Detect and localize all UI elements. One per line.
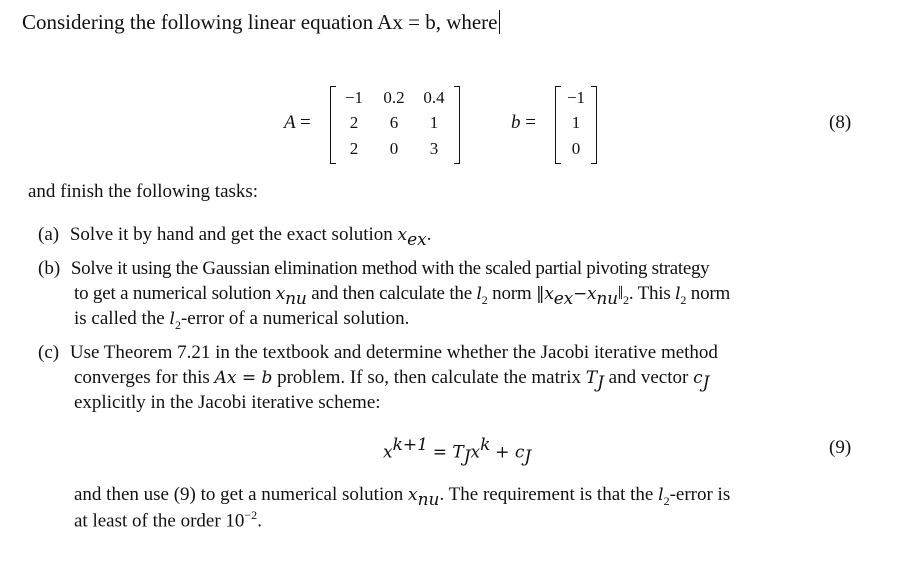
- task-c-after-line2: at least of the order $10^{-2}$.: [74, 508, 262, 532]
- equation-number-8: (8): [829, 112, 852, 133]
- task-b-line3: is called the $l_2$-error of a numerical solution.: [74, 308, 410, 332]
- vector-b-label: b =: [511, 112, 536, 133]
- vector-cell: 1: [571, 113, 581, 132]
- matrix-cell: 2: [349, 113, 359, 132]
- vector-b: [555, 86, 597, 164]
- task-marker: (a): [38, 224, 60, 245]
- text-cursor: [499, 10, 500, 34]
- matrix-cell: 6: [389, 113, 399, 132]
- matrix-cell: 2: [349, 139, 359, 158]
- matrix-a: [330, 86, 460, 164]
- equation-9: $x^{k+1} = T_Jx^k + c_J$: [383, 435, 532, 468]
- task-b: (b) Solve it using the Gaussian elimination method with the scaled partial pivoting strategy: [38, 258, 710, 279]
- task-marker: (c): [38, 342, 60, 363]
- problem-title: Considering the following linear equation Ax = b, where: [22, 10, 498, 34]
- matrix-cell: −1: [344, 88, 364, 107]
- task-c-line3: explicitly in the Jacobi iterative scheme:: [74, 392, 381, 413]
- matrix-a-label: A =: [284, 112, 311, 133]
- task-b-line2: to get a numerical solution $x_{nu}$ and then calculate the $l_2$ norm $‖x_{ex}-x_{nu}‖_2$. This $l_2$ norm: [74, 283, 731, 309]
- matrix-cell: 0.2: [383, 88, 405, 107]
- task-c-after-line1: and then use (9) to get a numerical solution $x_{nu}$. The requirement is that the $l_2$-error is: [74, 484, 731, 510]
- equation-8: [0, 86, 903, 164]
- matrix-cell: 1: [429, 113, 439, 132]
- vector-cell: −1: [566, 88, 586, 107]
- matrix-cell: 0.4: [423, 88, 445, 107]
- matrix-cell: 3: [429, 139, 439, 158]
- equation-number-9: (9): [829, 437, 852, 458]
- task-marker: (b): [38, 258, 61, 279]
- task-c: (c) Use Theorem 7.21 in the textbook and determine whether the Jacobi iterative method: [38, 342, 718, 363]
- task-c-line2: converges for this Ax = b problem. If so, then calculate the matrix $T_J$ and vector $c_J$: [74, 367, 710, 393]
- task-a: (a) Solve it by hand and get the exact solution $x_{ex}$.: [38, 224, 432, 250]
- intro-text: and finish the following tasks:: [28, 181, 259, 202]
- matrix-cell: 0: [389, 139, 399, 158]
- vector-cell: 0: [571, 139, 581, 158]
